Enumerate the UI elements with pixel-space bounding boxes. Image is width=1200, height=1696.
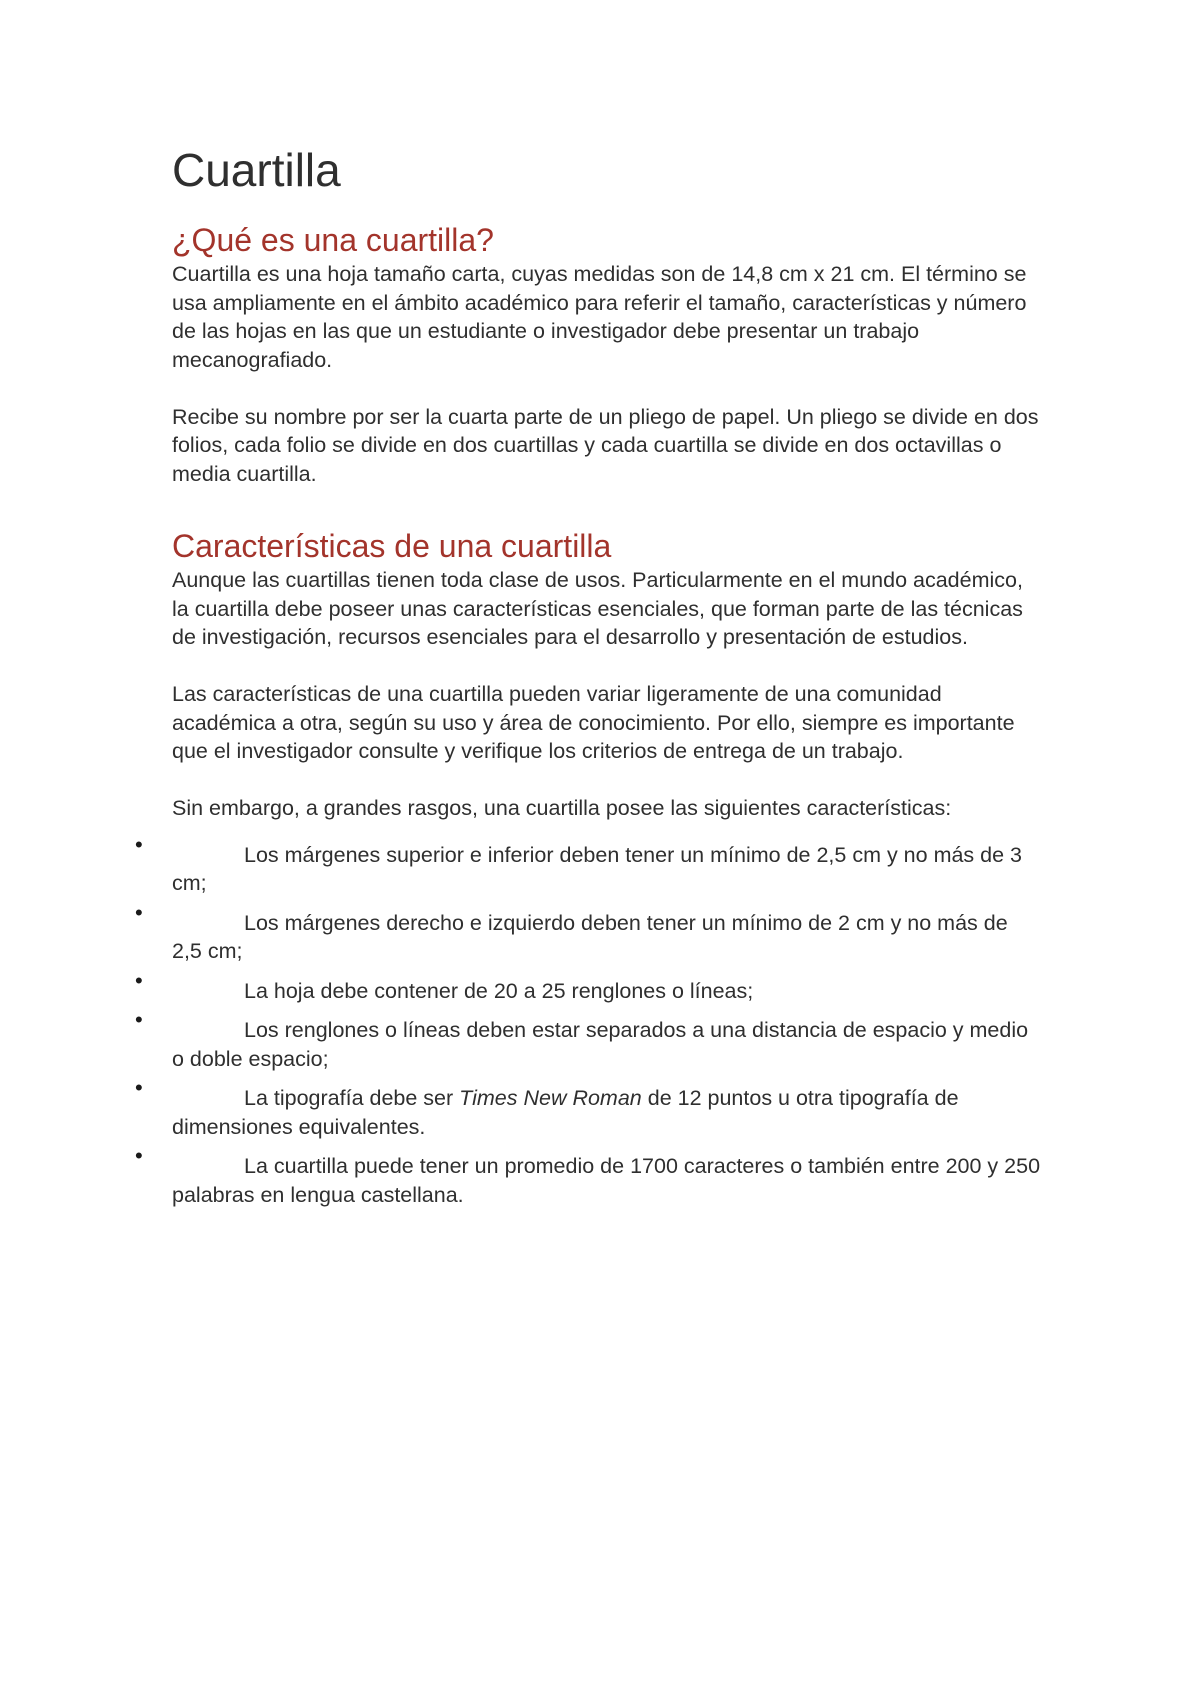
list-item-text: La cuartilla puede tener un promedio de 1700 caracteres o también entre 200 y 250 palabras en lengua castellana.: [172, 1154, 1041, 1207]
document-title: Cuartilla: [172, 144, 341, 196]
paragraph: Cuartilla es una hoja tamaño carta, cuyas medidas son de 14,8 cm x 21 cm. El término se usa ampliamente en el ámbito académico para referir el tamaño, características y número de las hojas en las que un estudiante o investigador debe presentar un trabajo mecanografiado.: [172, 262, 1027, 372]
list-item-text: Los márgenes superior e inferior deben tener un mínimo de 2,5 cm y no más de 3 cm;: [172, 842, 1022, 895]
list-item: [135, 1143, 1042, 1209]
list-item-text: Los renglones o líneas deben estar separados a una distancia de espacio y medio o doble espacio;: [172, 1018, 1029, 1071]
paragraph: Las características de una cuartilla pueden variar ligeramente de una comunidad académica a otra, según su uso y área de conocimiento. Por ello, siempre es importante que el investigador consulte y verifique los criterios de entrega de un trabajo.: [172, 682, 1015, 763]
section-spacer: [172, 488, 1042, 526]
paragraph: Aunque las cuartillas tienen toda clase de usos. Particularmente en el mundo académico, la cuartilla debe poseer unas características esenciales, que forman parte de las técnicas de investigación, recursos esenciales para el desarrollo y presentación de estudios.: [172, 568, 1023, 649]
list-item: [135, 1075, 1042, 1141]
list-item-text-italic: Times New Roman: [459, 1086, 642, 1110]
bullet-icon: •: [135, 967, 143, 993]
list-item: [135, 967, 1042, 1006]
list-item: [135, 899, 1042, 966]
list-item-text: La hoja debe contener de 20 a 25 renglones o líneas;: [244, 978, 754, 1003]
paragraph-spacer: [172, 652, 1042, 681]
section-heading-que-es: ¿Qué es una cuartilla?: [172, 222, 494, 258]
list-item: [135, 831, 1042, 898]
list-item: [135, 1007, 1042, 1073]
list-item-text-before: La tipografía debe ser: [244, 1086, 460, 1110]
bullet-icon: •: [135, 1143, 143, 1168]
paragraph: Recibe su nombre por ser la cuarta parte de un pliego de papel. Un pliego se divide en dos folios, cada folio se divide en dos cuartillas y cada cuartilla se divide en dos octavillas o media cuartilla.: [172, 404, 1039, 486]
bullet-icon: •: [135, 1075, 143, 1100]
paragraph-spacer: [172, 374, 1042, 403]
section-heading-caracteristicas: Características de una cuartilla: [172, 528, 612, 564]
list-item-text: Los márgenes derecho e izquierdo deben tener un mínimo de 2 cm y no más de 2,5 cm;: [172, 910, 1008, 963]
paragraph-spacer: [172, 766, 1042, 795]
list-item-text-after: de 12 puntos u otra tipografía de dimensiones equivalentes.: [172, 1086, 959, 1139]
characteristics-list: [135, 831, 1042, 1210]
document-body: [135, 140, 1042, 1220]
bullet-icon: •: [135, 831, 143, 857]
bullet-icon: •: [135, 899, 143, 925]
bullet-icon: •: [135, 1007, 143, 1032]
paragraph: Sin embargo, a grandes rasgos, una cuartilla posee las siguientes características:: [172, 796, 952, 820]
